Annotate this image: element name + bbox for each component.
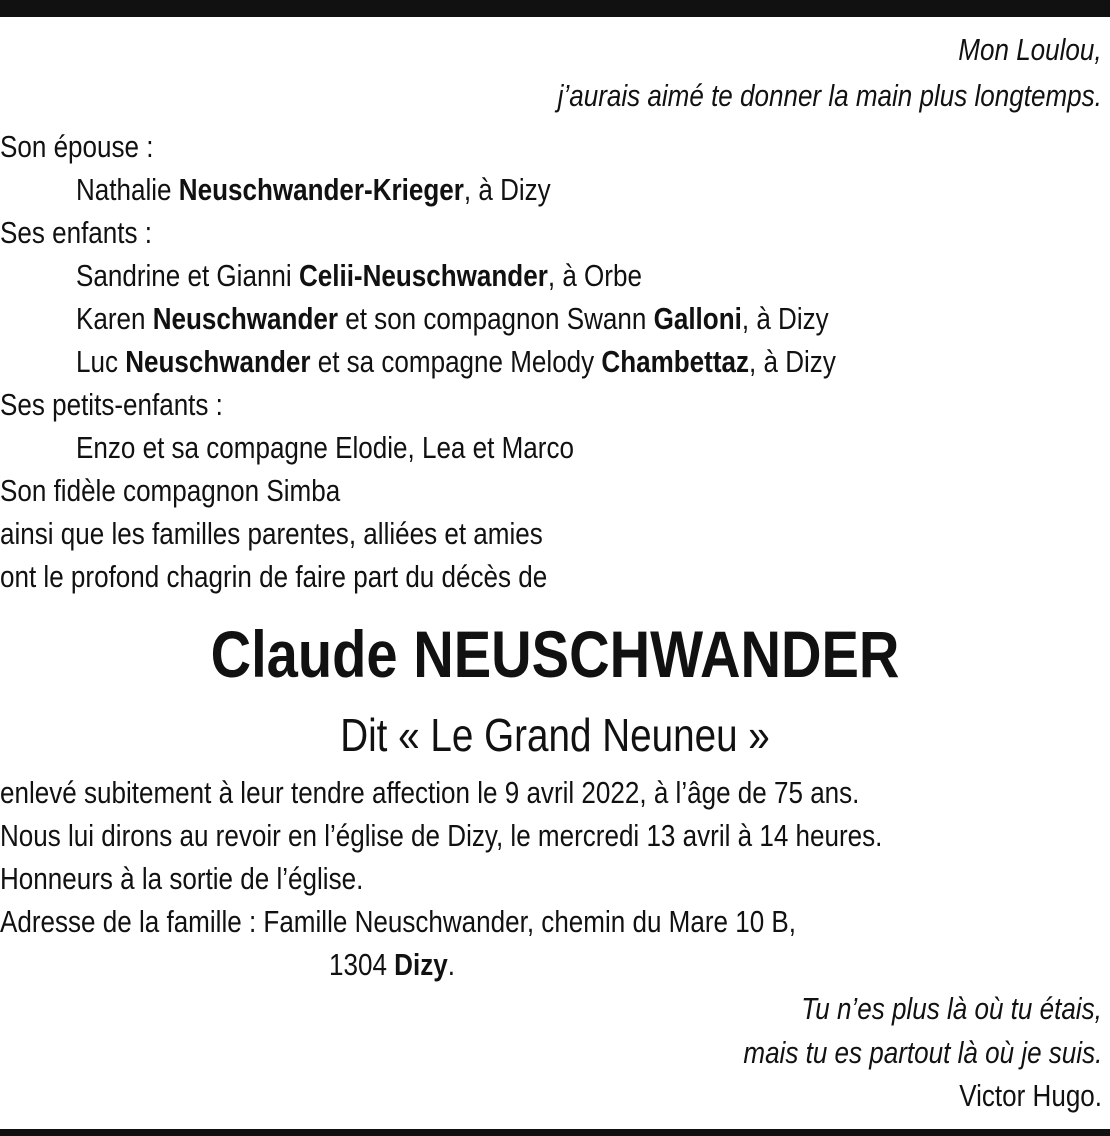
closing-quote-author: Victor Hugo. (959, 1078, 1102, 1113)
child-3-surname: Neuschwander (125, 344, 311, 379)
address-line: Adresse de la famille : Famille Neuschwander, chemin du Mare 10 B, (0, 904, 797, 939)
address-postcode: 1304 (329, 947, 387, 982)
spouse-place: , à Dizy (463, 172, 551, 207)
details-line-3: Honneurs à la sortie de l’église. (0, 861, 364, 896)
child-3-place: , à Dizy (749, 344, 836, 379)
details-line-1: enlevé subitement à leur tendre affection le 9 avril 2022, à l’âge de 75 ans. (0, 775, 860, 810)
deceased-name: Claude NEUSCHWANDER (210, 617, 900, 691)
companion-line: Son fidèle compagnon Simba (0, 473, 341, 508)
details-line-2: Nous lui dirons au revoir en l’église de Dizy, le mercredi 13 avril à 14 heures. (0, 818, 883, 853)
address-town: Dizy (394, 947, 448, 982)
child-3-partner: et sa compagne Melody (317, 344, 595, 379)
child-2-first-name: Karen (76, 301, 146, 336)
closing-quote-line-2: mais tu es partout là où je suis. (743, 1035, 1102, 1070)
child-1-first-names: Sandrine et Gianni (76, 258, 292, 293)
address-end: . (447, 947, 455, 982)
spouse-first-name: Nathalie (76, 172, 172, 207)
bottom-rule (0, 1129, 1110, 1136)
epigraph-line-1: Mon Loulou, (958, 32, 1102, 67)
grandchildren-heading: Ses petits-enfants : (0, 387, 223, 422)
child-1-surname: Celii-Neuschwander (298, 258, 548, 293)
spouse-line (76, 171, 551, 209)
child-line-2 (76, 300, 829, 338)
deceased-nickname: Dit « Le Grand Neuneu » (340, 709, 770, 761)
child-1-place: , à Orbe (547, 258, 642, 293)
child-2-partner: et son compagnon Swann (345, 301, 647, 336)
child-2-partner-surname: Galloni (653, 301, 742, 336)
epigraph-line-2: j’aurais aimé te donner la main plus longtemps. (557, 78, 1102, 113)
closing-quote-line-1: Tu n’es plus là où tu étais, (801, 991, 1102, 1026)
child-2-place: , à Dizy (741, 301, 829, 336)
child-2-surname: Neuschwander (152, 301, 338, 336)
spouse-heading: Son épouse : (0, 129, 154, 164)
child-line-1 (76, 257, 642, 295)
announcement-line: ont le profond chagrin de faire part du décès de (0, 559, 548, 594)
address-postcode-line (329, 946, 455, 984)
child-3-partner-surname: Chambettaz (601, 344, 750, 379)
children-heading: Ses enfants : (0, 215, 153, 250)
spouse-surname: Neuschwander-Krieger (178, 172, 464, 207)
grandchildren-line: Enzo et sa compagne Elodie, Lea et Marco (76, 430, 574, 465)
child-3-first-name: Luc (76, 344, 118, 379)
families-line: ainsi que les familles parentes, alliées et amies (0, 516, 543, 551)
top-rule (0, 0, 1110, 17)
child-line-3 (76, 343, 836, 381)
